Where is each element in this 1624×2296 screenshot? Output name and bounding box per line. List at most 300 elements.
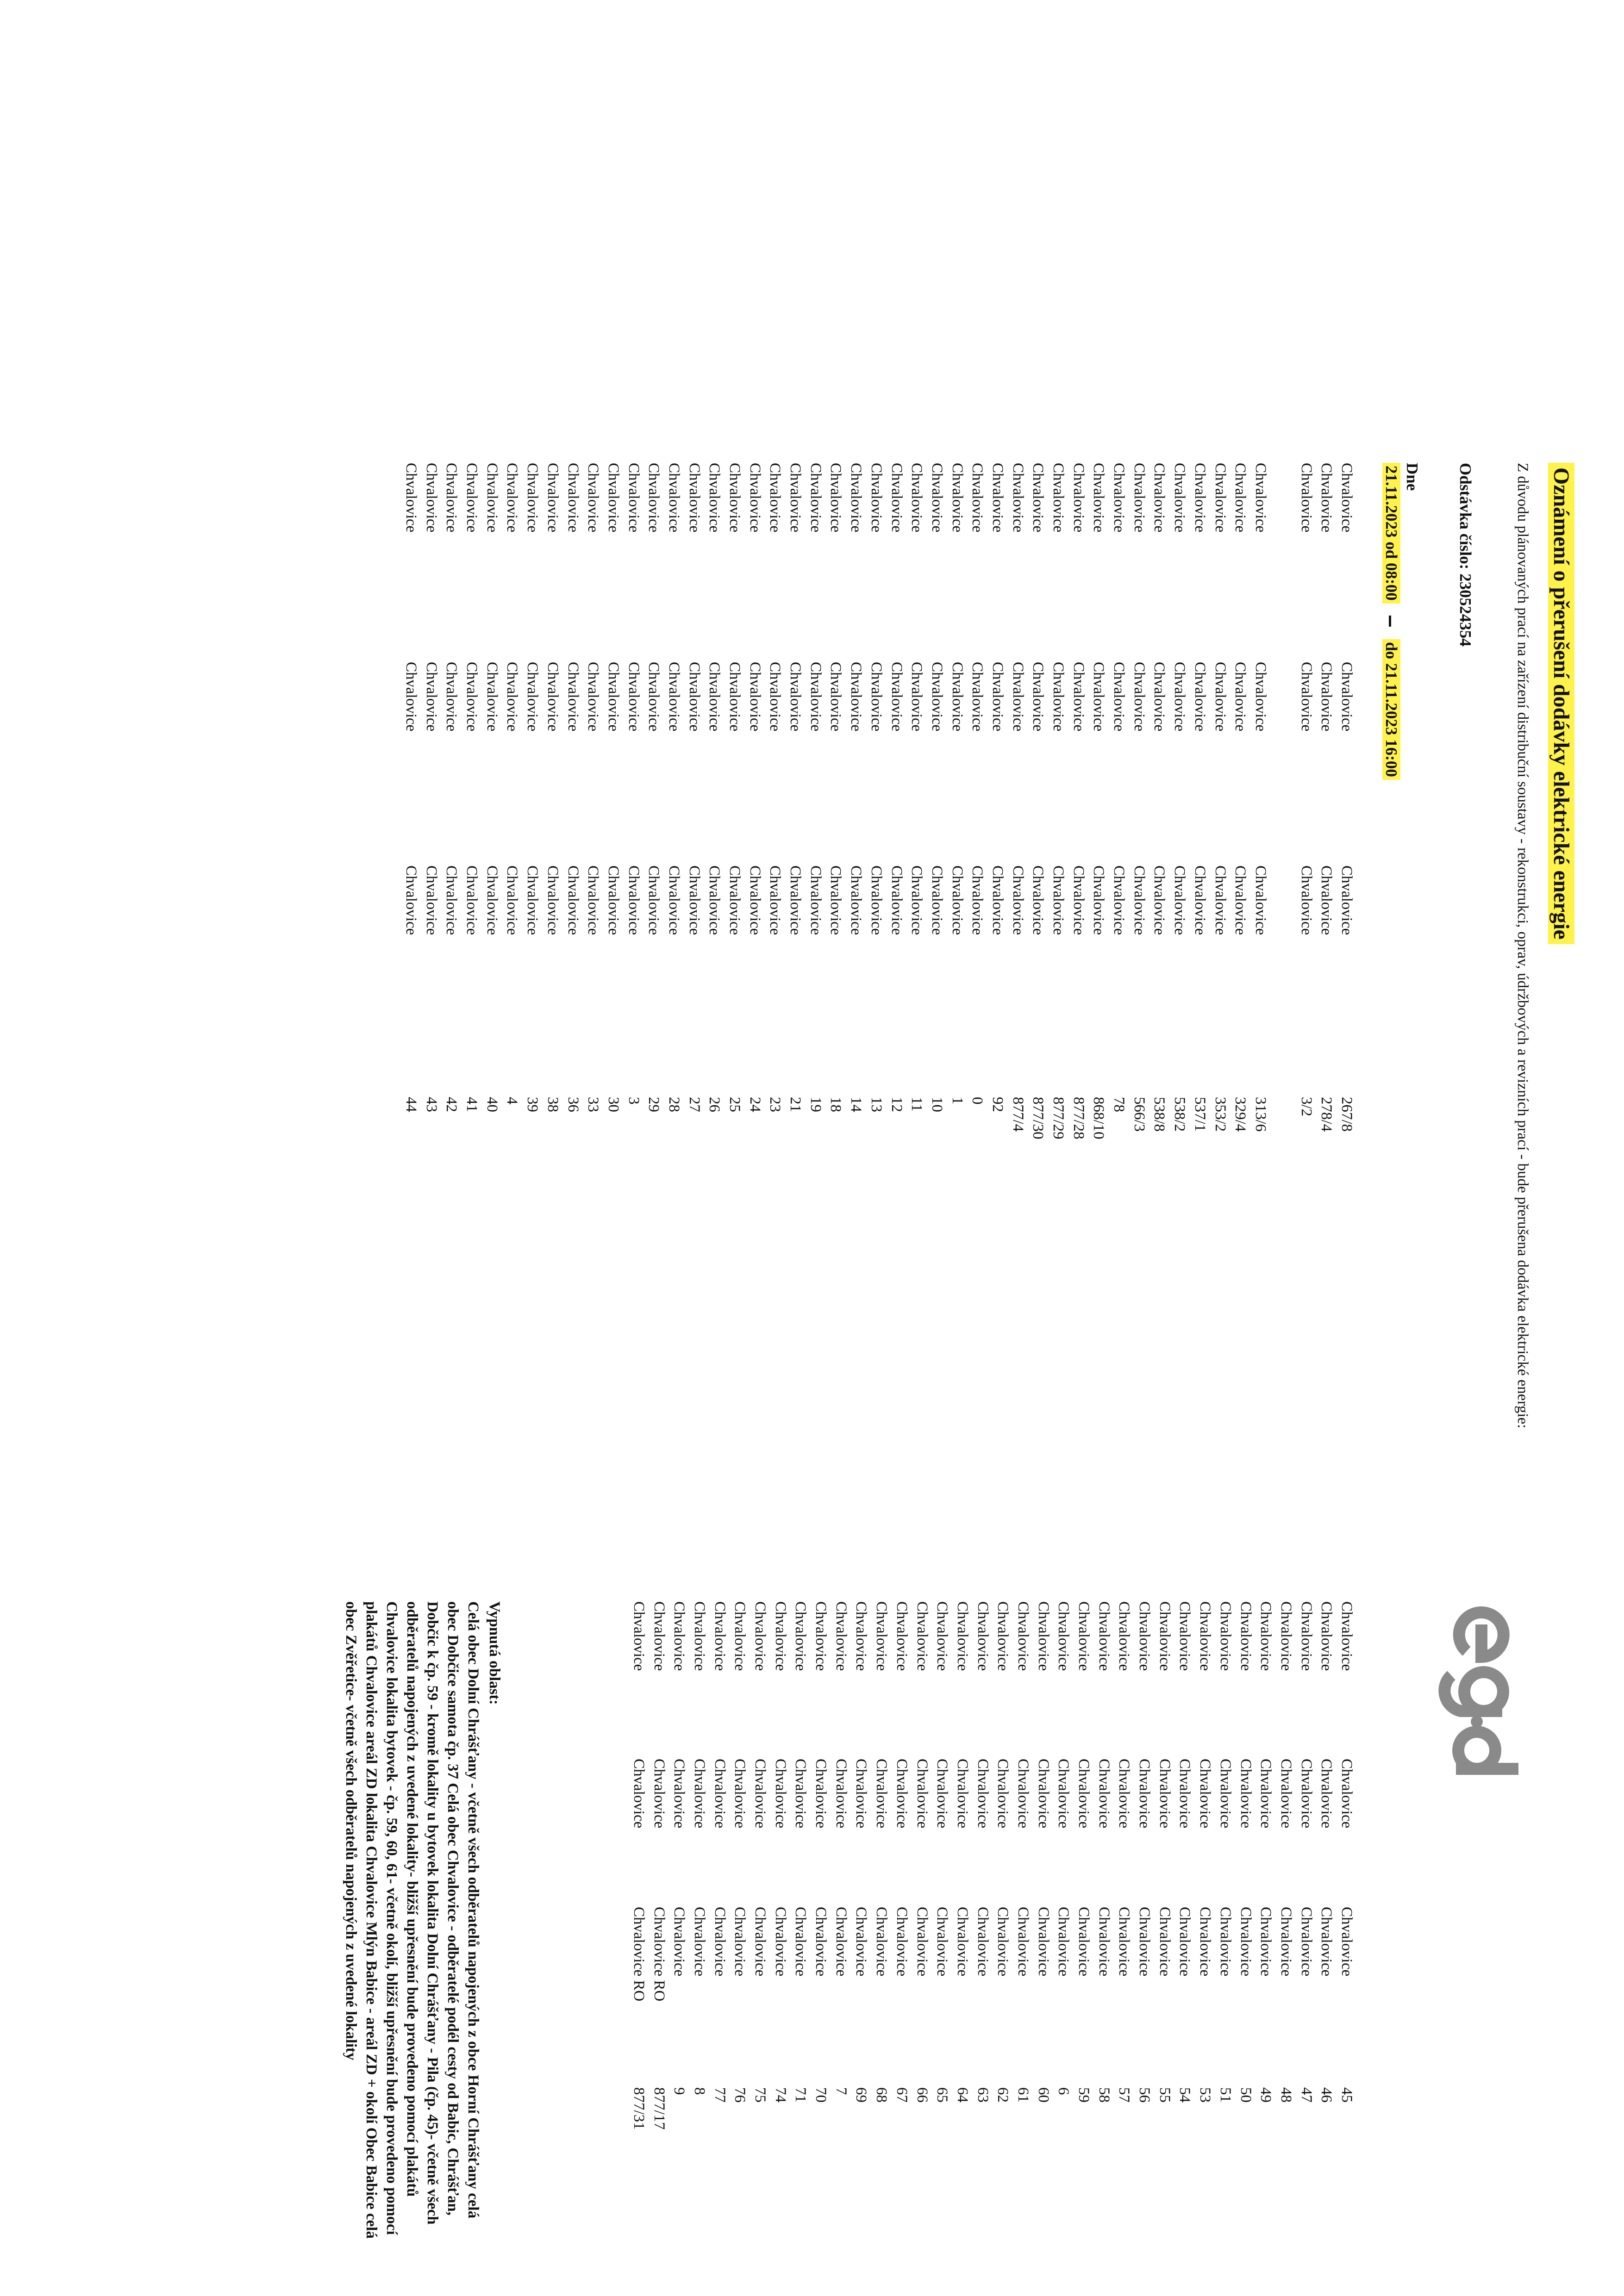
house-number-cell: 25 (726, 1097, 743, 1112)
street-cell: Chvalovice (1217, 1907, 1234, 1977)
address-row (689, 1601, 709, 2249)
street-cell: Chvalovice (1318, 1907, 1335, 1977)
house-number-cell: 877/31 (630, 2087, 647, 2130)
address-row (1189, 463, 1210, 1250)
house-number-cell: 3/2 (1298, 1097, 1315, 1117)
street-cell: Chvalovice (832, 1907, 849, 1977)
street-cell: Chvalovice (934, 1907, 951, 1977)
address-column-left (400, 463, 1356, 1250)
street-cell: Chvalovice (1212, 865, 1229, 935)
district-cell: Chvalovice (666, 662, 682, 732)
municipality-cell: Chvalovice (908, 463, 925, 533)
district-cell: Chvalovice (1176, 1759, 1193, 1829)
district-cell: Chvalovice (463, 662, 481, 732)
district-cell: Chvalovice (1156, 1759, 1173, 1829)
address-row (846, 463, 866, 1250)
house-number-cell: 877/4 (1009, 1097, 1026, 1132)
street-cell: Chvalovice (403, 865, 420, 935)
district-cell: Chvalovice (403, 662, 420, 732)
district-cell: Chvalovice (1298, 1759, 1315, 1829)
street-cell: Chvalovice (746, 865, 763, 935)
district-cell: Chvalovice (928, 662, 945, 732)
street-cell: Chvalovice (969, 865, 986, 935)
house-number-cell: 877/17 (650, 2087, 668, 2130)
district-cell: Chvalovice (650, 1759, 668, 1829)
house-number-cell: 267/8 (1338, 1097, 1355, 1132)
house-number-cell: 57 (1116, 2087, 1133, 2103)
district-cell: Chvalovice (1131, 662, 1148, 732)
district-cell: Chvalovice (706, 662, 723, 732)
district-cell: Chvalovice (1070, 662, 1087, 732)
municipality-cell: Chvalovice (1217, 1601, 1234, 1671)
house-number-cell: 67 (893, 2087, 910, 2103)
house-number-cell: 278/4 (1318, 1097, 1335, 1132)
district-cell: Chvalovice (731, 1759, 749, 1829)
house-number-cell: 877/28 (1070, 1097, 1087, 1139)
house-number-cell: 76 (731, 2087, 749, 2103)
address-row (623, 463, 643, 1250)
municipality-cell: Chvalovice (564, 463, 581, 533)
street-cell: Chvalovice (1116, 1907, 1133, 1977)
house-number-cell: 27 (686, 1097, 703, 1112)
house-number-cell: 51 (1217, 2087, 1234, 2103)
district-cell: Chvalovice (711, 1759, 728, 1829)
district-cell: Chvalovice (483, 662, 500, 732)
district-cell: Chvalovice (1116, 1759, 1133, 1829)
municipality-cell: Chvalovice (691, 1601, 708, 1671)
district-cell: Chvalovice (1055, 1759, 1072, 1829)
house-number-cell: 4 (504, 1097, 521, 1105)
house-number-cell: 70 (812, 2087, 830, 2103)
district-cell: Chvalovice (1009, 662, 1026, 732)
district-cell: Chvalovice (873, 1759, 890, 1829)
address-row (481, 463, 502, 1250)
district-cell: Chvalovice (671, 1759, 688, 1829)
address-row (891, 1601, 912, 2249)
street-cell: Chvalovice (1318, 865, 1335, 935)
municipality-cell: Chvalovice (1070, 463, 1087, 533)
district-cell: Chvalovice (504, 662, 521, 732)
district-cell: Chvalovice (1090, 662, 1107, 732)
street-cell: Chvalovice (888, 865, 905, 935)
municipality-cell: Chvalovice (1298, 1601, 1315, 1671)
house-number-cell: 58 (1095, 2087, 1112, 2103)
house-number-cell: 14 (848, 1097, 865, 1112)
district-cell: Chvalovice (848, 662, 865, 732)
municipality-cell: Chvalovice (650, 1601, 668, 1671)
district-cell: Chvalovice (524, 662, 541, 732)
street-cell: Chvalovice (767, 865, 784, 935)
street-cell: Chvalovice (1090, 865, 1107, 935)
municipality-cell: Chvalovice (605, 463, 622, 533)
district-cell: Chvalovice (807, 662, 824, 732)
municipality-cell: Chvalovice (913, 1601, 931, 1671)
district-cell: Chvalovice (827, 662, 844, 732)
address-row (441, 463, 462, 1250)
address-row (1250, 463, 1270, 1250)
house-number-cell: 13 (868, 1097, 885, 1112)
street-cell: Chvalovice (1277, 1907, 1294, 1977)
district-cell: Chvalovice (767, 662, 784, 732)
house-number-cell: 23 (767, 1097, 784, 1112)
date-from: 21.11.2023 od 08:00 (1382, 463, 1400, 604)
address-row (744, 463, 765, 1250)
house-number-cell: 1 (949, 1097, 966, 1105)
address-row (643, 463, 664, 1250)
municipality-cell: Chvalovice (1151, 463, 1168, 533)
address-row (972, 1601, 993, 2249)
street-cell: Chvalovice (524, 865, 541, 935)
house-number-cell: 36 (564, 1097, 581, 1112)
street-cell: Chvalovice (1111, 865, 1128, 935)
house-number-cell: 64 (954, 2087, 971, 2103)
district-cell: Chvalovice (1237, 1759, 1254, 1829)
house-number-cell: 9 (671, 2087, 688, 2095)
municipality-cell: Chvalovice (994, 1601, 1012, 1671)
street-cell: Chvalovice (1035, 1907, 1052, 1977)
address-row (502, 463, 522, 1250)
house-number-cell: 92 (989, 1097, 1006, 1112)
street-cell: Chvalovice (1075, 1907, 1093, 1977)
date-label: Dne (1403, 463, 1421, 491)
reference-number: Odstávka číslo: 230524354 (1456, 463, 1474, 647)
municipality-cell: Chvalovice (893, 1601, 910, 1671)
district-cell: Chvalovice (645, 662, 662, 732)
street-cell: Chvalovice (1070, 865, 1087, 935)
street-cell: Chvalovice (974, 1907, 991, 1977)
street-cell: Chvalovice (949, 865, 966, 935)
municipality-cell: Chvalovice (792, 1601, 809, 1671)
house-number-cell: 46 (1318, 2087, 1335, 2103)
district-cell: Chvalovice (686, 662, 703, 732)
address-row (1336, 463, 1356, 1250)
address-row (810, 1601, 831, 2249)
district-cell: Chvalovice (1111, 662, 1128, 732)
house-number-cell: 0 (969, 1097, 986, 1105)
address-row (851, 1601, 871, 2249)
municipality-cell: Chvalovice (868, 463, 885, 533)
municipality-cell: Chvalovice (1009, 463, 1026, 533)
district-cell: Chvalovice (913, 1759, 931, 1829)
house-number-cell: 55 (1156, 2087, 1173, 2103)
house-number-cell: 33 (585, 1097, 602, 1112)
district-cell: Chvalovice (949, 662, 966, 732)
house-number-cell: 39 (524, 1097, 541, 1112)
municipality-cell: Chvalovice (706, 463, 723, 533)
street-cell: Chvalovice (1197, 1907, 1214, 1977)
street-cell: Chvalovice (504, 865, 521, 935)
street-cell: Chvalovice (954, 1907, 971, 1977)
municipality-cell: Chvalovice (463, 463, 481, 533)
house-number-cell: 54 (1176, 2087, 1193, 2103)
street-cell: Chvalovice (443, 865, 460, 935)
address-row (790, 1601, 811, 2249)
municipality-cell: Chvalovice (1252, 463, 1269, 533)
egd-logo (1435, 1606, 1528, 1777)
address-row (1129, 463, 1149, 1250)
street-cell: Chvalovice (1338, 1907, 1355, 1977)
street-cell: Chvalovice (873, 1907, 890, 1977)
district-cell: Chvalovice (1338, 662, 1355, 732)
address-row (522, 463, 543, 1250)
municipality-cell: Chvalovice (1212, 463, 1229, 533)
municipality-cell: Chvalovice (928, 463, 945, 533)
district-cell: Chvalovice (746, 662, 763, 732)
house-number-cell: 21 (787, 1097, 804, 1112)
street-cell: Chvalovice (645, 865, 662, 935)
district-cell: Chvalovice (772, 1759, 789, 1829)
municipality-cell: Chvalovice (1095, 1601, 1112, 1671)
street-cell: Chvalovice (1050, 865, 1067, 935)
street-cell: Chvalovice (1252, 865, 1269, 935)
district-cell: Chvalovice (1171, 662, 1188, 732)
house-number-cell: 66 (913, 2087, 931, 2103)
district-cell: Chvalovice (1136, 1759, 1153, 1829)
address-row (1048, 463, 1068, 1250)
house-number-cell: 41 (463, 1097, 481, 1112)
street-cell: Chvalovice (585, 865, 602, 935)
district-cell: Chvalovice (1035, 1759, 1052, 1829)
house-number-cell: 6 (1055, 2087, 1072, 2095)
address-row (1007, 463, 1028, 1250)
house-number-cell: 44 (403, 1097, 420, 1112)
municipality-cell: Chvalovice (1171, 463, 1188, 533)
street-cell: Chvalovice (483, 865, 500, 935)
address-row (1255, 1601, 1276, 2249)
district-cell: Chvalovice (989, 662, 1006, 732)
address-row (724, 463, 744, 1250)
house-number-cell: 60 (1035, 2087, 1052, 2103)
address-row (1093, 1601, 1114, 2249)
street-cell: Chvalovice (994, 1907, 1012, 1977)
address-row (1230, 463, 1250, 1250)
municipality-cell: Chvalovice (544, 463, 561, 533)
address-row (906, 463, 927, 1250)
address-row (1296, 1601, 1316, 2249)
municipality-cell: Chvalovice (1131, 463, 1148, 533)
municipality-cell: Chvalovice (812, 1601, 830, 1671)
municipality-cell: Chvalovice (1298, 463, 1315, 533)
address-row (1114, 1601, 1134, 2249)
street-cell: Chvalovice (731, 1907, 749, 1977)
house-number-cell: 43 (423, 1097, 440, 1112)
street-cell: Chvalovice (671, 1907, 688, 1977)
house-number-cell: 56 (1136, 2087, 1153, 2103)
municipality-cell: Chvalovice (483, 463, 500, 533)
street-cell: Chvalovice (711, 1907, 728, 1977)
district-cell: Chvalovice (630, 1759, 647, 1829)
house-number-cell: 78 (1111, 1097, 1128, 1112)
district-cell: Chvalovice (1277, 1759, 1294, 1829)
municipality-cell: Chvalovice (423, 463, 440, 533)
house-number-cell: 75 (752, 2087, 769, 2103)
address-row (704, 463, 725, 1250)
street-cell: Chvalovice (893, 1907, 910, 1977)
municipality-cell: Chvalovice (726, 463, 743, 533)
house-number-cell: 45 (1338, 2087, 1355, 2103)
address-row (1296, 463, 1316, 1250)
municipality-cell: Chvalovice (625, 463, 642, 533)
district-cell: Chvalovice (792, 1759, 809, 1829)
street-cell: Chvalovice (1232, 865, 1249, 935)
municipality-cell: Chvalovice (1050, 463, 1067, 533)
house-number-cell: 12 (888, 1097, 905, 1112)
street-cell: Chvalovice (691, 1907, 708, 1977)
house-number-cell: 24 (746, 1097, 763, 1112)
municipality-cell: Chvalovice (686, 463, 703, 533)
street-cell: Chvalovice (1338, 865, 1355, 935)
address-row (866, 463, 886, 1250)
street-cell: Chvalovice (544, 865, 561, 935)
address-row (1073, 1601, 1093, 2249)
rotated-document (37, 426, 1574, 2259)
house-number-cell: 48 (1277, 2087, 1294, 2103)
municipality-cell: Chvalovice (954, 1601, 971, 1671)
street-cell: Chvalovice (1015, 1907, 1031, 1977)
district-cell: Chvalovice (1232, 662, 1249, 732)
municipality-cell: Chvalovice (752, 1601, 769, 1671)
address-row (987, 463, 1007, 1250)
municipality-cell: Chvalovice (1338, 463, 1355, 533)
street-cell: Chvalovice (908, 865, 925, 935)
house-number-cell: 28 (666, 1097, 682, 1112)
date-to: do 21.11.2023 16:00 (1382, 639, 1400, 780)
district-cell: Chvalovice (1151, 662, 1168, 732)
district-cell: Chvalovice (1075, 1759, 1093, 1829)
street-cell: Chvalovice (1257, 1907, 1274, 1977)
municipality-cell: Chvalovice (630, 1601, 647, 1671)
municipality-cell: Chvalovice (1318, 1601, 1335, 1671)
address-row (1134, 1601, 1154, 2249)
address-row (871, 1601, 892, 2249)
street-cell: Chvalovice (848, 865, 865, 935)
municipality-cell: Chvalovice (645, 463, 662, 533)
address-row (785, 463, 805, 1250)
district-cell: Chvalovice (1338, 1759, 1355, 1829)
municipality-cell: Chvalovice (731, 1601, 749, 1671)
district-cell: Chvalovice (691, 1759, 708, 1829)
house-number-cell: 42 (443, 1097, 460, 1112)
district-cell: Chvalovice (1015, 1759, 1031, 1829)
municipality-cell: Chvalovice (1176, 1601, 1193, 1671)
municipality-cell: Chvalovice (1015, 1601, 1031, 1671)
house-number-cell: 868/10 (1090, 1097, 1107, 1139)
address-row (1336, 1601, 1356, 2249)
street-cell: Chvalovice (807, 865, 824, 935)
municipality-cell: Chvalovice (969, 463, 986, 533)
district-cell: Chvalovice (423, 662, 440, 732)
street-cell: Chvalovice (423, 865, 440, 935)
municipality-cell: Chvalovice (1338, 1601, 1355, 1671)
house-number-cell: 3 (625, 1097, 642, 1105)
house-number-cell: 538/8 (1151, 1097, 1168, 1132)
street-cell: Chvalovice (868, 865, 885, 935)
district-cell: Chvalovice (605, 662, 622, 732)
address-row (765, 463, 785, 1250)
address-row (1154, 1601, 1174, 2249)
house-number-cell: 11 (908, 1097, 925, 1112)
address-row (1169, 463, 1190, 1250)
street-cell: Chvalovice (605, 865, 622, 935)
district-cell: Chvalovice (1030, 662, 1047, 732)
street-cell: Chvalovice (1055, 1907, 1072, 1977)
street-cell: Chvalovice (827, 865, 844, 935)
street-cell: Chvalovice (1009, 865, 1026, 935)
district-cell: Chvalovice (443, 662, 460, 732)
street-cell: Chvalovice (726, 865, 743, 935)
address-row (583, 463, 603, 1250)
house-number-cell: 50 (1237, 2087, 1254, 2103)
municipality-cell: Chvalovice (746, 463, 763, 533)
address-row (461, 463, 481, 1250)
house-number-cell: 313/6 (1252, 1097, 1269, 1132)
street-cell: Chvalovice (913, 1907, 931, 1977)
municipality-cell: Chvalovice (772, 1601, 789, 1671)
address-row (1195, 1601, 1215, 2249)
district-cell: Chvalovice (1191, 662, 1208, 732)
municipality-cell: Chvalovice (1277, 1601, 1294, 1671)
street-cell: Chvalovice (787, 865, 804, 935)
district-cell: Chvalovice (752, 1759, 769, 1829)
street-cell: Chvalovice (792, 1907, 809, 1977)
street-cell: Chvalovice (1176, 1907, 1193, 1977)
house-number-cell: 30 (605, 1097, 622, 1112)
outage-area-text: Celá obec Dolní Chrášťany - včetně všech odběratelů napojených z obce Horní Chrášťany celá obec Dobčice samota čp. 37 Celá obec Chvalovice - odběratelé podél cesty od Babic, Chrášťan, Dobčic k čp. 59 - kromě lokality u bytovek lokalita Dolní Chrášťany - Pila (čp. 45)- včetně všech odběratelů napojených z uvedené lokality- bližší upřesnění bude provedeno pomocí plakátů Chvalovice lokalita bytovek - čp. 59, 60, 61- včetně okolí, bližší upřesnění bude provedeno pomocí plakátů Chvalovice areál ZD lokalita Chvalovice Mlýn Babice - areál ZD + okolí Obec Babice celá obec Zvěřetice- včetně všech odběratelů napojených z uvedené lokality (343, 1601, 481, 2239)
municipality-cell: Chvalovice (832, 1601, 849, 1671)
house-number-cell: 538/2 (1171, 1097, 1188, 1132)
address-row (1028, 463, 1048, 1250)
street-cell: Chvalovice (1298, 865, 1315, 935)
street-cell: Chvalovice (1131, 865, 1148, 935)
intro-text: Z důvodu plánovaných prací na zařízení distribuční soustavy - rekonstrukci, oprav, údržbových a revizních prací - bude přerušena dodávka elektrické energie: (1514, 463, 1531, 1429)
street-cell: Chvalovice (752, 1907, 769, 1977)
district-cell: Chvalovice (832, 1759, 849, 1829)
address-row (1235, 1601, 1255, 2249)
house-number-cell: 566/3 (1131, 1097, 1148, 1132)
house-number-cell: 77 (711, 2087, 728, 2103)
address-row (603, 463, 623, 1250)
house-number-cell: 65 (934, 2087, 951, 2103)
district-cell: Chvalovice (868, 662, 885, 732)
house-number-cell: 74 (772, 2087, 789, 2103)
street-cell: Chvalovice (1156, 1907, 1173, 1977)
municipality-cell: Chvalovice (524, 463, 541, 533)
street-cell: Chvalovice (1237, 1907, 1254, 1977)
address-row (628, 1601, 649, 2249)
municipality-cell: Chvalovice (504, 463, 521, 533)
municipality-cell: Chvalovice (1111, 463, 1128, 533)
municipality-cell: Chvalovice (711, 1601, 728, 1671)
address-row (400, 463, 421, 1250)
house-number-cell: 26 (706, 1097, 723, 1112)
house-number-cell: 8 (691, 2087, 708, 2095)
house-number-cell: 53 (1197, 2087, 1214, 2103)
address-row (831, 1601, 851, 2249)
house-number-cell: 59 (1075, 2087, 1093, 2103)
municipality-cell: Chvalovice (1232, 463, 1249, 533)
address-row (542, 463, 562, 1250)
district-cell: Chvalovice (954, 1759, 971, 1829)
street-cell: Chvalovice (772, 1907, 789, 1977)
municipality-cell: Chvalovice (888, 463, 905, 533)
house-number-cell: 537/1 (1191, 1097, 1208, 1132)
title-text: Oznámení o přerušení dodávky elektrické energie (1548, 463, 1574, 944)
address-row (1108, 463, 1129, 1250)
municipality-cell: Chvalovice (807, 463, 824, 533)
address-row (912, 1601, 932, 2249)
house-number-cell: 68 (873, 2087, 890, 2103)
address-row (967, 463, 987, 1250)
